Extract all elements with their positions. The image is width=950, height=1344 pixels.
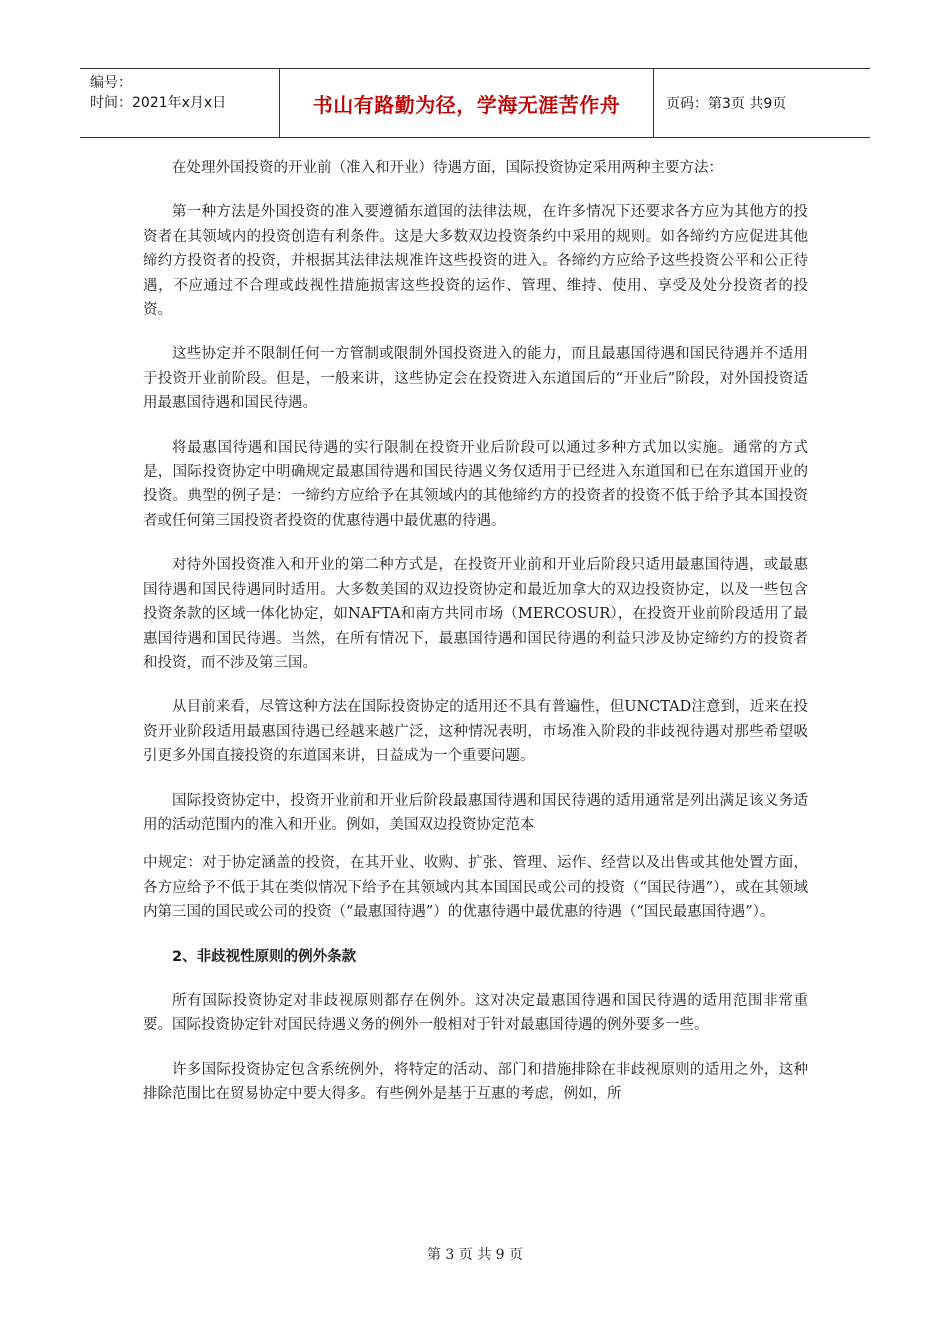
paragraph: 在处理外国投资的开业前（准入和开业）待遇方面，国际投资协定采用两种主要方法： — [172, 160, 723, 176]
header-meta — [80, 69, 280, 137]
paragraph: 中规定：对于协定涵盖的投资，在其开业、收购、扩张、管理、运作、经营以及出售或其他处置方面，各方应给予不低于其在类似情况下给予在其领域内其本国国民或公司的投资（“国民待遇”），或在其领域内第三国的国民或公司的投资（“最惠国待遇”）的优惠待遇中最优惠的待遇（“国民最惠国待遇”）。 — [143, 855, 808, 921]
number-label: 编号： — [90, 75, 132, 91]
header-page-label: 页码：第3页 共9页 — [666, 96, 787, 112]
section-heading: 2、非歧视性原则的例外条款 — [172, 948, 357, 965]
page-footer: 第 3 页 共 9 页 — [426, 1247, 524, 1263]
paragraph: 这些协定并不限制任何一方管制或限制外国投资进入的能力，而且最惠国待遇和国民待遇并不适用于投资开业前阶段。但是，一般来讲，这些协定会在投资进入东道国后的“开业后”阶段，对外国投资适用最惠国待遇和国民待遇。 — [143, 346, 808, 412]
date-label: 时间：2021年x月x日 — [90, 95, 227, 111]
page-header — [80, 68, 870, 138]
paragraph: 许多国际投资协定包含系统例外，将特定的活动、部门和措施排除在非歧视原则的适用之外，这种排除范围比在贸易协定中要大得多。有些例外是基于互惠的考虑，例如，所 — [143, 1061, 808, 1103]
paragraph: 所有国际投资协定对非歧视原则都存在例外。这对决定最惠国待遇和国民待遇的适用范围非常重要。国际投资协定针对国民待遇义务的例外一般相对于针对最惠国待遇的例外要多一些。 — [143, 992, 808, 1034]
document-body — [143, 156, 808, 1127]
paragraph: 国际投资协定中，投资开业前和开业后阶段最惠国待遇和国民待遇的适用通常是列出满足该义务适用的活动范围内的准入和开业。例如，美国双边投资协定范本 — [143, 792, 808, 833]
header-motto: 书山有路勤为径，学海无涯苦作舟 — [280, 69, 654, 137]
paragraph: 对待外国投资准入和开业的第二种方式是，在投资开业前和开业后阶段只适用最惠国待遇，或最惠国待遇和国民待遇同时适用。大多数美国的双边投资协定和最近加拿大的双边投资协定，以及一些包含投资条款的区域一体化协定，如NAFTA和南方共同市场（MERCOSUR），在投资开业前阶段适用了最惠国待遇和国民待遇。当然，在所有情况下，最惠国待遇和国民待遇的利益只涉及协定缔约方的投资者和投资，而不涉及第三国。 — [143, 557, 808, 671]
paragraph: 从目前来看，尽管这种方法在国际投资协定的适用还不具有普遍性，但UNCTAD注意到，近来在投资开业阶段适用最惠国待遇已经越来越广泛，这种情况表明，市场准入阶段的非歧视待遇对那些希望吸引更多外国直接投资的东道国来讲，日益成为一个重要问题。 — [143, 699, 808, 765]
paragraph: 第一种方法是外国投资的准入要遵循东道国的法律法规，在许多情况下还要求各方应为其他方的投资者在其领域内的投资创造有利条件。这是大多数双边投资条约中采用的规则。如各缔约方应促进其他缔约方投资者的投资，并根据其法律法规准许这些投资的进入。各缔约方应给予这些投资公平和公正待遇，不应通过不合理或歧视性措施损害这些投资的运作、管理、维持、使用、享受及处分投资者的投资。 — [143, 204, 808, 319]
paragraph: 将最惠国待遇和国民待遇的实行限制在投资开业后阶段可以通过多种方式加以实施。通常的方式是，国际投资协定中明确规定最惠国待遇和国民待遇义务仅适用于已经进入东道国和已在东道国开业的投资。典型的例子是：一缔约方应给予在其领域内的其他缔约方的投资者的投资不低于给予其本国投资者或任何第三国投资者投资的优惠待遇中最优惠的待遇。 — [143, 439, 808, 529]
